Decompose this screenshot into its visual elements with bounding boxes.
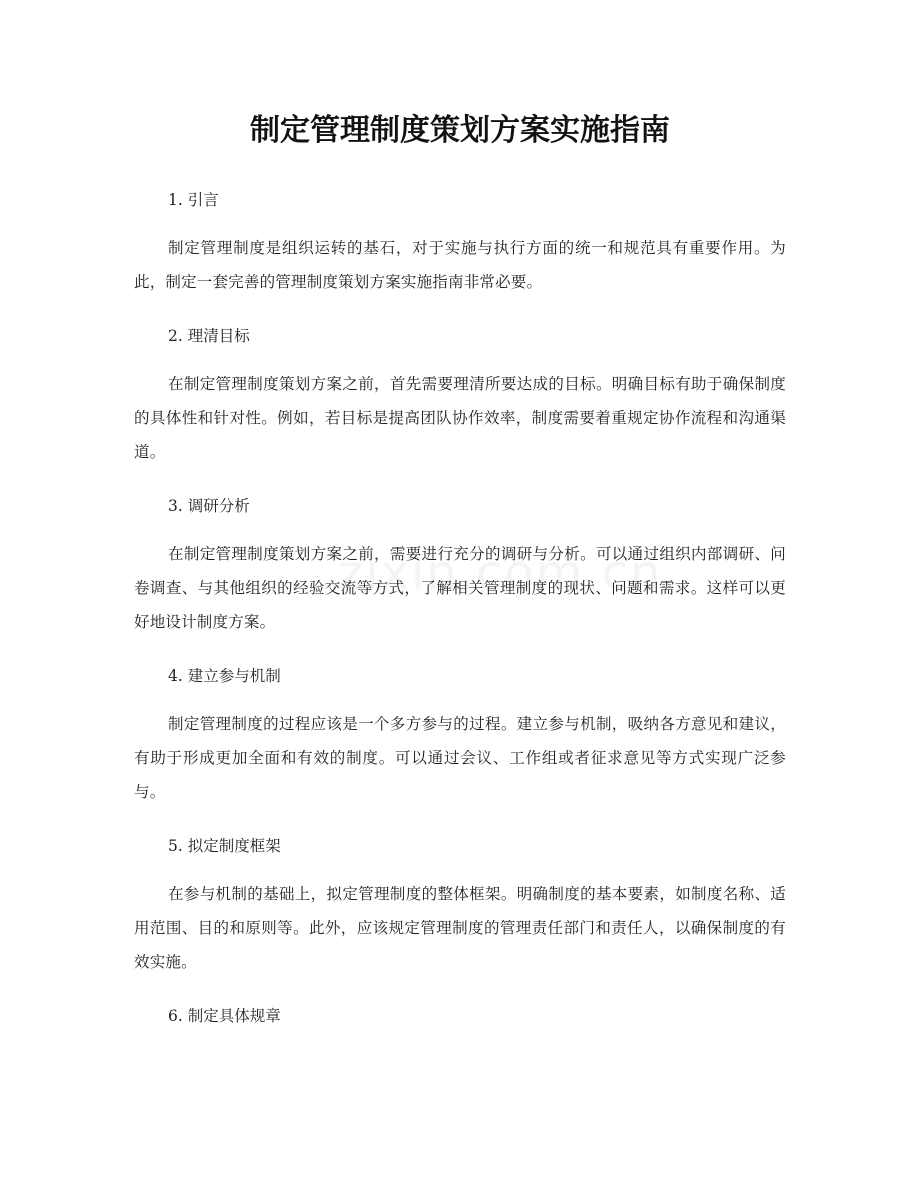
section-paragraph: 制定管理制度是组织运转的基石，对于实施与执行方面的统一和规范具有重要作用。为此，制定一套完善的管理制度策划方案实施指南非常必要。 xyxy=(134,239,786,291)
section-paragraph: 在参与机制的基础上，拟定管理制度的整体框架。明确制度的基本要素，如制度名称、适用范围、目的和原则等。此外，应该规定管理制度的管理责任部门和责任人，以确保制度的有效实施。 xyxy=(134,885,786,971)
section-heading: 2. 理清目标 xyxy=(168,327,250,345)
section-heading: 5. 拟定制度框架 xyxy=(168,837,281,855)
section-participation-mechanism xyxy=(134,659,786,809)
section-heading: 3. 调研分析 xyxy=(168,497,250,515)
section-introduction xyxy=(134,183,786,299)
section-paragraph: 制定管理制度的过程应该是一个多方参与的过程。建立参与机制，吸纳各方意见和建议，有助于形成更加全面和有效的制度。可以通过会议、工作组或者征求意见等方式实现广泛参与。 xyxy=(134,715,786,801)
section-paragraph: 在制定管理制度策划方案之前，需要进行充分的调研与分析。可以通过组织内部调研、问卷调查、与其他组织的经验交流等方式，了解相关管理制度的现状、问题和需求。这样可以更好地设计制度方案。 xyxy=(134,545,786,631)
section-framework xyxy=(134,829,786,979)
section-paragraph: 在制定管理制度策划方案之前，首先需要理清所要达成的目标。明确目标有助于确保制度的具体性和针对性。例如，若目标是提高团队协作效率，制度需要着重规定协作流程和沟通渠道。 xyxy=(134,375,786,461)
section-specific-rules xyxy=(134,999,786,1033)
document-title: 制定管理制度策划方案实施指南 xyxy=(250,113,670,148)
section-clarify-goals xyxy=(134,319,786,469)
section-heading: 6. 制定具体规章 xyxy=(168,1007,281,1025)
document-body xyxy=(134,183,786,1047)
section-heading: 4. 建立参与机制 xyxy=(168,667,281,685)
section-heading: 1. 引言 xyxy=(168,191,219,209)
section-research-analysis xyxy=(134,489,786,639)
